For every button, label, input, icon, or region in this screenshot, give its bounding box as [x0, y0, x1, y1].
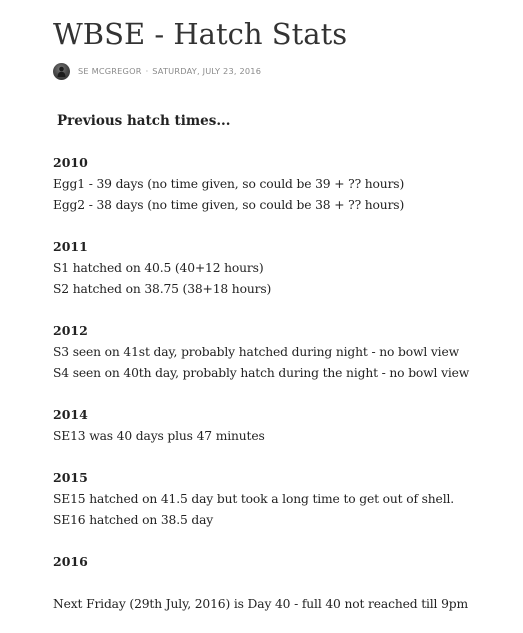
entry-line: Next Friday (29th July, 2016) is Day 40 - full 40 not reached till 9pm — [53, 597, 469, 611]
intro-heading: Previous hatch times... — [57, 113, 231, 129]
year-heading-2012: 2012 — [53, 323, 88, 338]
post-title: WBSE - Hatch Stats — [53, 17, 348, 51]
avatar[interactable] — [53, 63, 70, 80]
year-heading-2015: 2015 — [53, 470, 88, 485]
entry-line: SE16 hatched on 38.5 day — [53, 513, 214, 527]
entry-line: Egg2 - 38 days (no time given, so could be 38 + ?? hours) — [53, 198, 405, 212]
year-heading-2014: 2014 — [53, 407, 88, 422]
entry-line: S4 seen on 40th day, probably hatch during the night - no bowl view — [53, 366, 470, 380]
byline-separator: · — [145, 66, 149, 76]
year-heading-2016: 2016 — [53, 554, 88, 569]
byline — [53, 62, 261, 80]
author-name[interactable]: SE MCGREGOR — [78, 66, 142, 76]
entry-line: SE15 hatched on 41.5 day but took a long time to get out of shell. — [53, 492, 455, 506]
year-heading-2010: 2010 — [53, 155, 88, 170]
entry-line: Egg1 - 39 days (no time given, so could be 39 + ?? hours) — [53, 177, 405, 191]
post-date[interactable]: SATURDAY, JULY 23, 2016 — [152, 66, 262, 76]
entry-line: S1 hatched on 40.5 (40+12 hours) — [53, 261, 264, 275]
entry-line: SE13 was 40 days plus 47 minutes — [53, 429, 265, 443]
person-icon — [57, 66, 66, 77]
entry-line: S3 seen on 41st day, probably hatched during night - no bowl view — [53, 345, 459, 359]
year-heading-2011: 2011 — [53, 239, 88, 254]
entry-line: S2 hatched on 38.75 (38+18 hours) — [53, 282, 272, 296]
